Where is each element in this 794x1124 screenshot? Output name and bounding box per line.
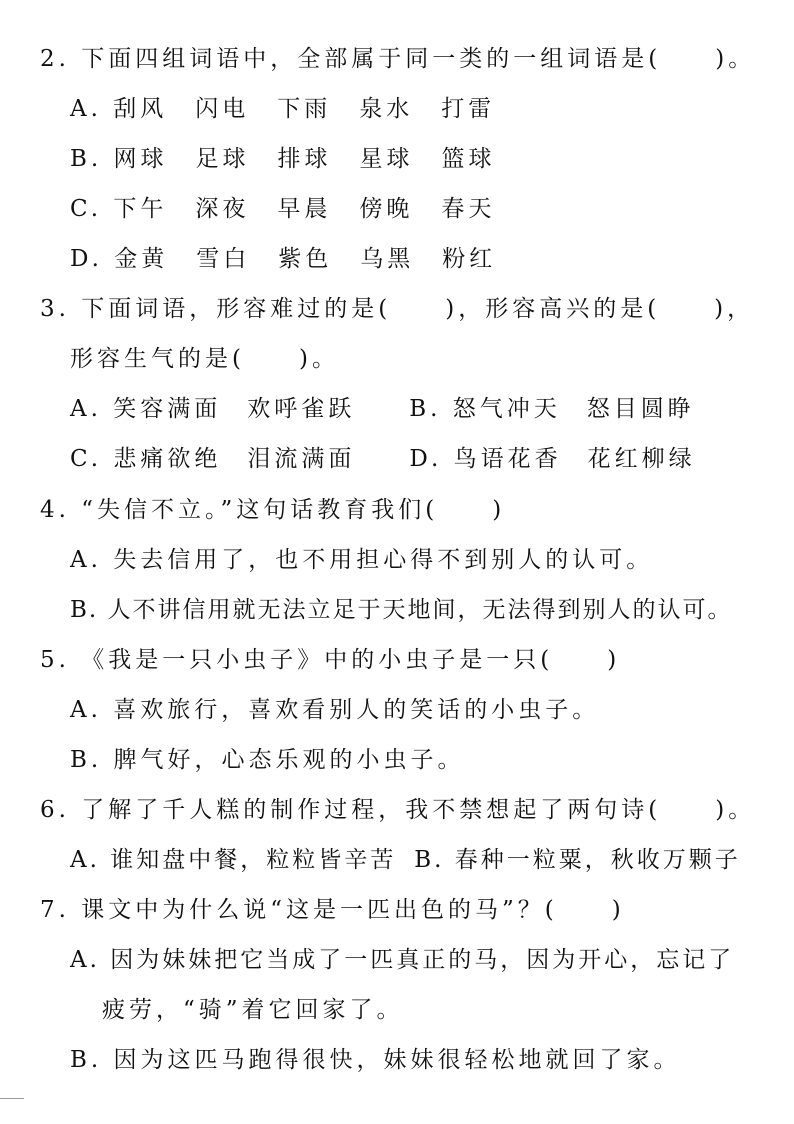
question-2-option-d: D. 金黄 雪白 紫色 乌黑 粉红 (70, 246, 497, 272)
question-4-stem: 4. “失信不立。”这句话教育我们( ) (40, 497, 506, 523)
question-6-options: A. 谁知盘中餐，粒粒皆辛苦 B. 春种一粒粟，秋收万颗子 (70, 847, 741, 873)
question-3-options-ab: A. 笑容满面 欢呼雀跃 B. 怒气冲天 怒目圆睁 (70, 396, 695, 422)
question-7-option-a-line-1: A. 因为妹妹把它当成了一匹真正的马，因为开心，忘记了 (70, 947, 735, 973)
question-3-stem-line-2: 形容生气的是( )。 (70, 346, 339, 372)
question-2-option-a: A. 刮风 闪电 下雨 泉水 打雷 (70, 96, 496, 122)
question-5-option-a: A. 喜欢旅行，喜欢看别人的笑话的小虫子。 (70, 697, 600, 723)
question-7-option-b: B. 因为这匹马跑得很快，妹妹很轻松地就回了家。 (70, 1047, 681, 1073)
question-7-option-a-line-2: 疲劳，“骑”着它回家了。 (102, 997, 404, 1023)
question-2-option-c: C. 下午 深夜 早晨 傍晚 春天 (70, 196, 496, 222)
question-3-options-cd: C. 悲痛欲绝 泪流满面 D. 鸟语花香 花红柳绿 (70, 446, 696, 472)
question-2-option-b: B. 网球 足球 排球 星球 篮球 (70, 146, 496, 172)
footer-rule (0, 1098, 24, 1099)
question-5-option-b: B. 脾气好，心态乐观的小虫子。 (70, 747, 465, 773)
question-4-option-a: A. 失去信用了，也不用担心得不到别人的认可。 (70, 547, 654, 573)
question-7-stem: 7. 课文中为什么说“这是一匹出色的马”？( ) (40, 897, 625, 923)
question-4-option-b: B. 人不讲信用就无法立足于天地间，无法得到别人的认可。 (70, 597, 733, 623)
question-2-stem: 2. 下面四组词语中，全部属于同一类的一组词语是( )。 (40, 46, 756, 72)
question-3-stem-line-1: 3. 下面词语，形容难过的是( )，形容高兴的是( )， (40, 296, 755, 322)
question-5-stem: 5. 《我是一只小虫子》中的小虫子是一只( ) (40, 647, 621, 673)
question-6-stem: 6. 了解了千人糕的制作过程，我不禁想起了两句诗( )。 (40, 797, 756, 823)
